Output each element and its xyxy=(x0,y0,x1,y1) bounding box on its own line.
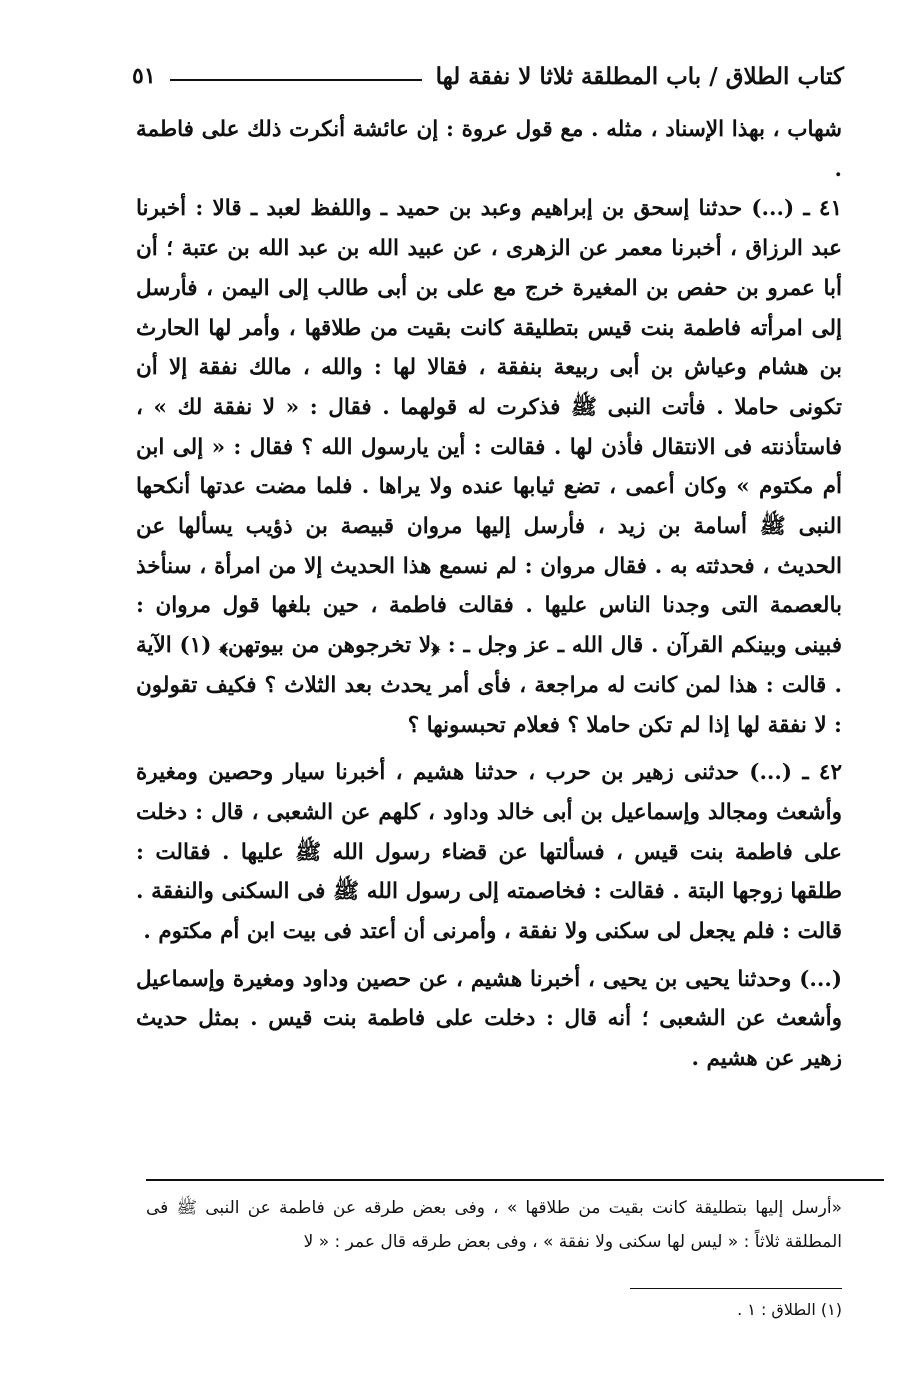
hadith-42-variant: (...) وحدثنا يحيى بن يحيى ، أخبرنا هشيم ، عن حصين وداود ومغيرة وإسماعيل وأشعث عن الشعبى ؛ أنه قال : دخلت على فاطمة بنت قيس . بمثل حديث زهير عن هشيم . xyxy=(136,966,842,1072)
commentary-text: «أرسل إليها بتطليقة كانت بقيت من طلاقها » ، وفى بعض طرقه عن فاطمة عن النبى ﷺ فى المطلقة ثلاثاً : « ليس لها سكنى ولا نفقة » ، وفى بعض طرقه قال عمر : « لا xyxy=(146,1198,842,1252)
running-title: كتاب الطلاق / باب المطلقة ثلاثا لا نفقة لها xyxy=(435,62,844,90)
running-header xyxy=(132,58,844,94)
footnote-separator xyxy=(146,1179,884,1181)
page-number: ٥١ xyxy=(132,63,156,89)
paragraph-continuation: شهاب ، بهذا الإسناد ، مثله . مع قول عروة : إن عائشة أنكرت ذلك على فاطمة . xyxy=(136,117,842,182)
hadith-41: ٤١ ـ (...) حدثنا إسحق بن إبراهيم وعبد بن حميد ـ واللفظ لعبد ـ قالا : أخبرنا عبد الرزاق ، أخبرنا معمر عن الزهرى ، عن عبيد الله بن عبد الله بن عتبة ؛ أن أبا عمرو بن حفص بن المغيرة خرج مع على بن أبى طالب إلى اليمن ، فأرسل إلى امرأته فاطمة بنت قيس بتطليقة كانت بقيت من طلاقها ، وأمر لها الحارث بن هشام وعياش بن أبى ربيعة بنفقة ، فقالا لها : والله ، مالك نفقة إلا أن تكونى حاملا . فأتت النبى ﷺ فذكرت له قولهما . فقال : « لا نفقة لك » ، فاستأذنته فى الانتقال فأذن لها . فقالت : أين يارسول الله ؟ فقال : « إلى ابن أم مكتوم » وكان أعمى ، تضع ثيابها عنده ولا يراها . فلما مضت عدتها أنكحها النبى ﷺ أسامة بن زيد ، فأرسل إليها مروان قبيصة بن ذؤيب يسألها عن الحديث ، فحدثته به . فقال مروان : لم نسمع هذا الحديث إلا من امرأة ، سنأخذ بالعصمة التى وجدنا الناس عليها . فقالت فاطمة ، حين بلغها قول مروان : فبينى وبينكم القرآن . قال الله ـ عز وجل ـ : ﴿لا تخرجوهن من بيوتهن﴾ (١) الآية . قالت : هذا لمن كانت له مراجعة ، فأى أمر يحدث بعد الثلاث ؟ فكيف تقولون : لا نفقة لها إذا لم تكن حاملا ؟ فعلام تحبسونها ؟ xyxy=(136,196,843,738)
hadith-42: ٤٢ ـ (...) حدثنى زهير بن حرب ، حدثنا هشيم ، أخبرنا سيار وحصين ومغيرة وأشعث ومجالد وإسماعيل بن أبى خالد وداود ، كلهم عن الشعبى ، قال : دخلت على فاطمة بنت قيس ، فسألتها عن قضاء رسول الله ﷺ عليها . فقالت : طلقها زوجها البتة . فقالت : فخاصمته إلى رسول الله ﷺ فى السكنى والنفقة . قالت : فلم يجعل لى سكنى ولا نفقة ، وأمرنى أن أعتد فى بيت ابن أم مكتوم . xyxy=(136,760,842,945)
main-text xyxy=(136,110,842,1079)
footnote-rule xyxy=(630,1288,842,1289)
footnote: (١) الطلاق : ١ . xyxy=(737,1300,842,1319)
header-rule xyxy=(170,79,422,81)
